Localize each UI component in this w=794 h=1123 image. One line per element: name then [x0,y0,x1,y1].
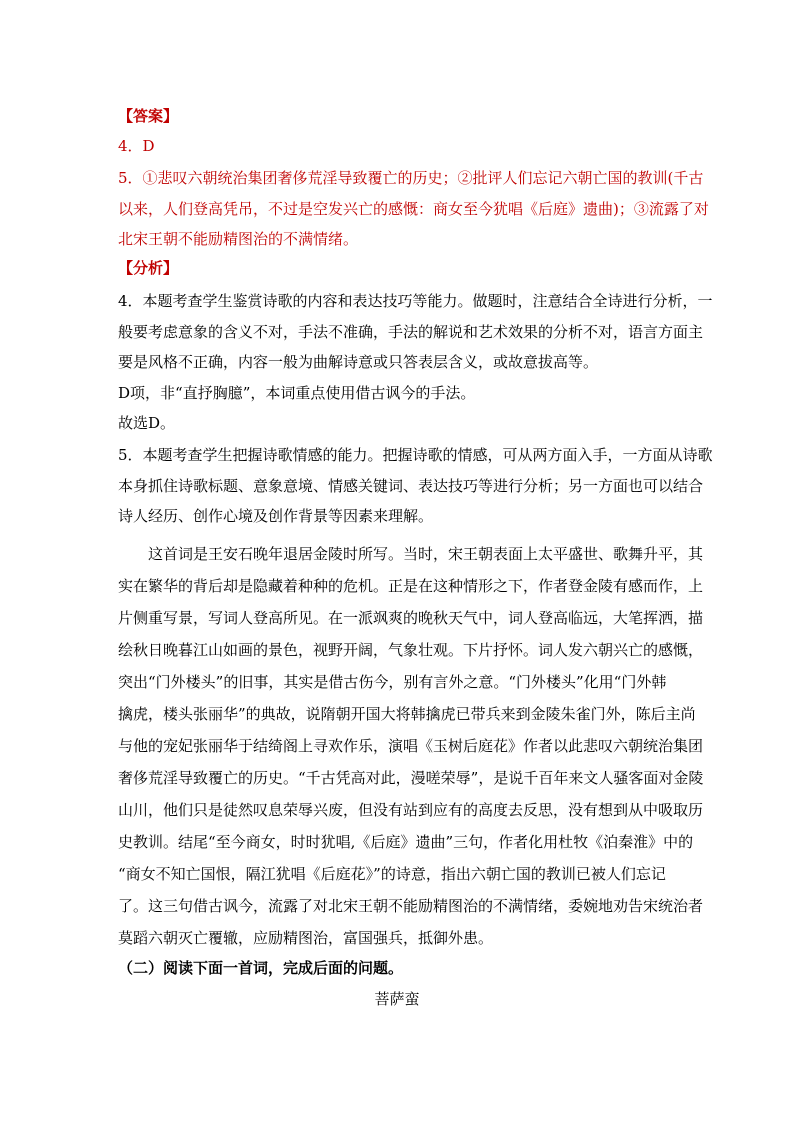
essay-line: 了。这三句借古讽今，流露了对北宋王朝不能励精图治的不满情绪，委婉地劝告宋统治者 [118,897,704,915]
essay-line: “商女不知亡国恨，隔江犹唱《后庭花》”的诗意，指出六朝亡国的教训已被人们忘记 [118,865,666,883]
essay-line: 莫蹈六朝灭亡覆辙，应励精图治，富国强兵，抵御外患。 [118,929,494,947]
essay-line: 山川，他们只是徒然叹息荣辱兴废，但没有站到应有的高度去反思，没有想到从中吸取历 [118,801,704,819]
poem-title: 菩萨蛮 [374,990,420,1008]
essay-line: 这首词是王安石晚年退居金陵时所写。当时，宋王朝表面上太平盛世、歌舞升平，其 [148,545,704,563]
answer-q5-line: 北宋王朝不能励精图治的不满情绪。 [118,230,359,248]
essay-line: 史教训。结尾“至今商女，时时犹唱,《后庭》遗曲”三句，作者化用杜牧《泊秦淮》中的 [118,833,694,851]
essay-line: 绘秋日晚暮江山如画的景色，视野开阔，气象壮观。下片抒怀。词人发六朝兴亡的感慨， [118,641,704,659]
answer-q4: 4．D [118,137,155,155]
answer-q5 [118,163,709,255]
analysis-q4-option-d: D项，非“直抒胸臆”，本词重点使用借古讽今的手法。 [118,384,476,402]
essay-line: 片侧重写景，写词人登高所见。在一派飒爽的晚秋天气中，词人登高临远，大笔挥洒，描 [118,609,704,627]
essay-line: 奢侈荒淫导致覆亡的历史。“千古凭高对此，漫嗟荣辱”，是说千百年来文人骚客面对金陵 [118,769,704,787]
answer-q5-line: 5．①悲叹六朝统治集团奢侈荒淫导致覆亡的历史；②批评人们忘记六朝亡国的教训(千古 [118,169,704,187]
essay-line: 突出“门外楼头”的旧事，其实是借古伤今，别有言外之意。“门外楼头”化用“门外韩 [118,673,667,691]
analysis-q4-line: 般要考虑意象的含义不对，手法不准确，手法的解说和艺术效果的分析不对，语言方面主 [118,322,704,341]
answer-heading: 【答案】 [118,107,179,125]
analysis-q5 [118,440,713,532]
essay-line: 擒虎，楼头张丽华”的典故，说隋朝开国大将韩擒虎已带兵来到金陵朱雀门外，陈后主尚 [118,705,696,723]
analysis-q4-line: 要是风格不正确，内容一般为曲解诗意或只答表层含义，或故意拔高等。 [118,353,599,371]
analysis-q4-line: 4．本题考查学生鉴赏诗歌的内容和表达技巧等能力。做题时，注意结合全诗进行分析，一 [118,292,713,310]
analysis-q4 [118,286,713,378]
essay-line: 与他的宠妃张丽华于结绮阁上寻欢作乐，演唱《玉树后庭花》作者以此悲叹六朝统治集团 [118,737,704,755]
analysis-q5-line: 本身抓住诗歌标题、意象意境、情感关键词、表达技巧等进行分析；另一方面也可以结合 [118,476,704,495]
answer-q5-line: 以来，人们登高凭吊，不过是空发兴亡的感慨：商女至今犹唱《后庭》遗曲)；③流露了对 [118,199,709,218]
analysis-heading: 【分析】 [118,259,179,277]
section2-heading: （二）阅读下面一首词，完成后面的问题。 [118,959,404,977]
analysis-q5-line: 诗人经历、创作心境及创作背景等因素来理解。 [118,507,434,525]
analysis-q4-choice: 故选D。 [118,414,176,432]
analysis-essay [118,538,704,954]
essay-line: 实在繁华的背后却是隐藏着种种的危机。正是在这种情形之下，作者登金陵有感而作，上 [118,577,704,595]
analysis-q5-line: 5．本题考查学生把握诗歌情感的能力。把握诗歌的情感，可从两方面入手，一方面从诗歌 [118,446,713,464]
